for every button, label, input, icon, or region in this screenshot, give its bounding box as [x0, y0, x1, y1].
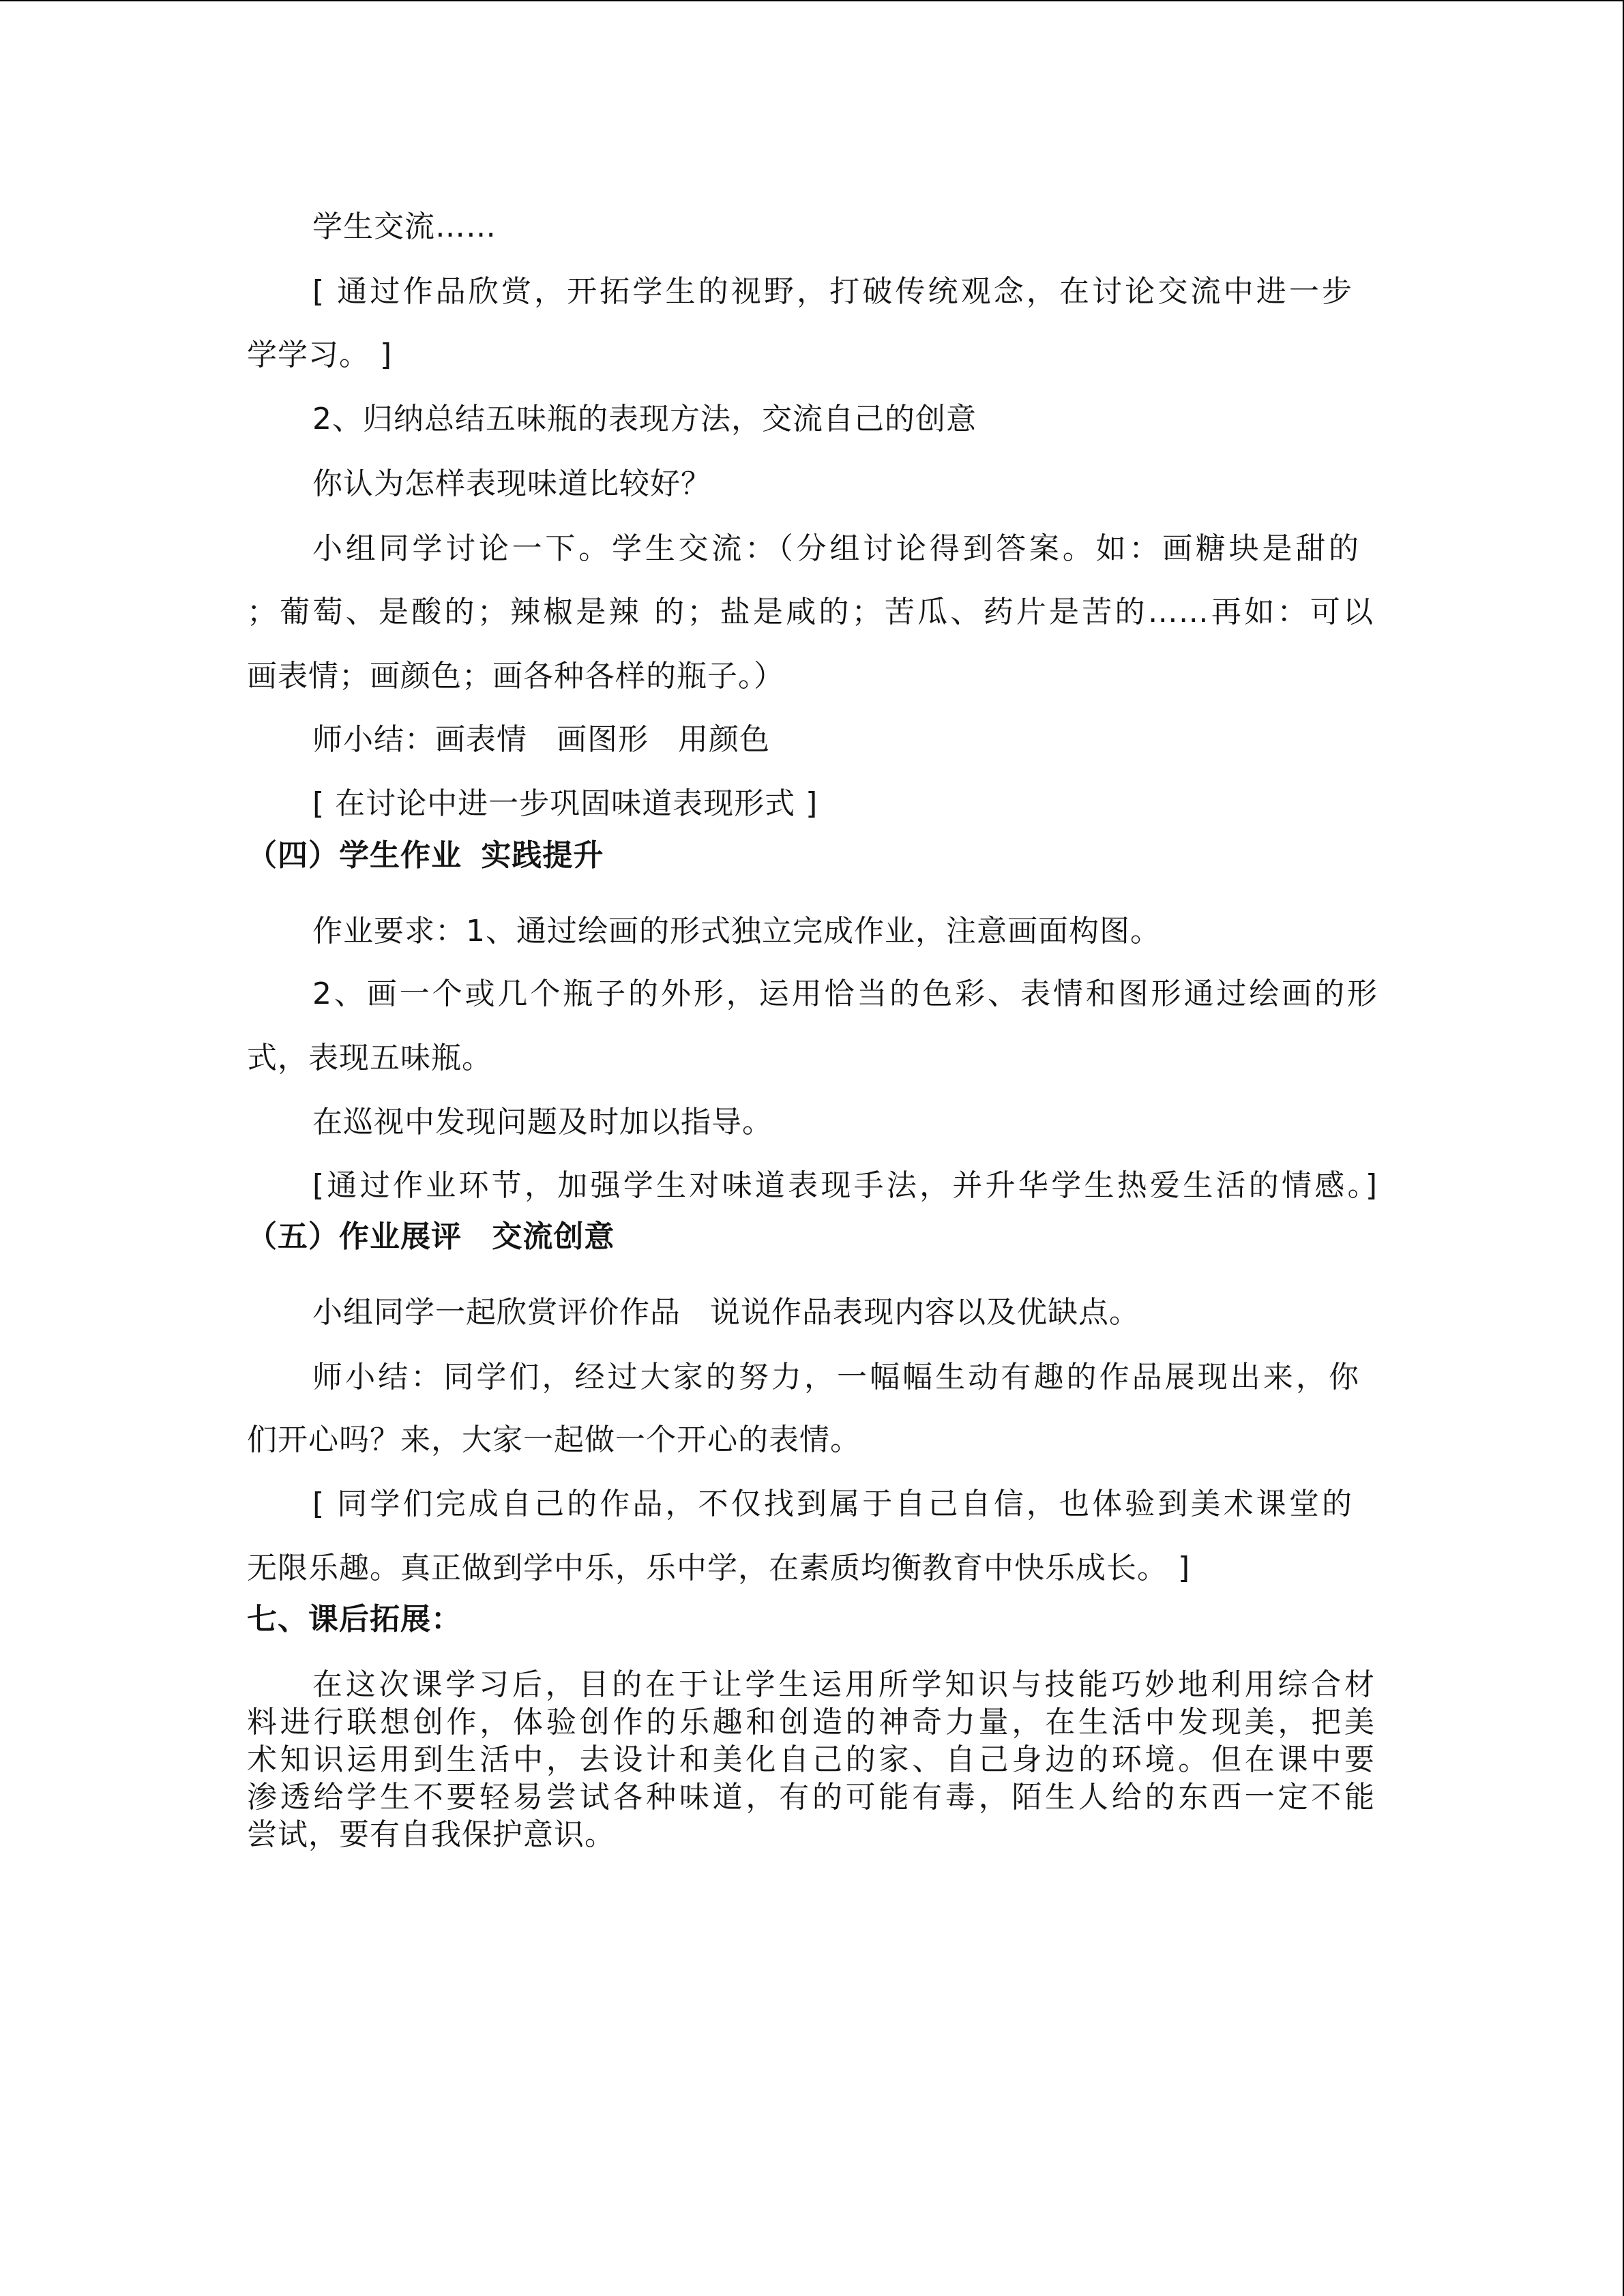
- paragraph-line: 师小结：画表情 画图形 用颜色: [312, 722, 770, 757]
- paragraph-line: [通过作业环节，加强学生对味道表现手法，并升华学生热爱生活的情感。]: [312, 1168, 1378, 1203]
- paragraph-line: 学学习。 ]: [247, 338, 393, 372]
- section-heading: （四）学生作业 实践提升: [247, 838, 604, 873]
- paragraph-line: 你认为怎样表现味道比较好？: [312, 466, 711, 501]
- paragraph-line: 们开心吗？来，大家一起做一个开心的表情。: [247, 1422, 861, 1457]
- paragraph-line: 料进行联想创作，体验创作的乐趣和创造的神奇力量，在生活中发现美，把美: [247, 1705, 1375, 1740]
- paragraph-line: 尝试，要有自我保护意识。: [247, 1817, 615, 1852]
- paragraph-line: [ 同学们完成自己的作品，不仅找到属于自己自信，也体验到美术课堂的: [312, 1487, 1353, 1521]
- paragraph-line: 学生交流……: [312, 209, 497, 244]
- paragraph-line: 无限乐趣。真正做到学中乐，乐中学，在素质均衡教育中快乐成长。 ]: [247, 1551, 1191, 1585]
- section-heading: 七、课后拓展：: [247, 1602, 462, 1637]
- paragraph-line: 2、归纳总结五味瓶的表现方法，交流自己的创意: [312, 402, 977, 436]
- paragraph-line: ；葡萄、是酸的；辣椒是辣 的；盐是咸的；苦瓜、药片是苦的……再如：可以: [247, 595, 1374, 629]
- paragraph-line: [ 通过作品欣赏，开拓学生的视野，打破传统观念，在讨论交流中进一步: [312, 274, 1353, 309]
- paragraph-line: 渗透给学生不要轻易尝试各种味道，有的可能有毒，陌生人给的东西一定不能: [247, 1780, 1375, 1815]
- paragraph-line: 小组同学一起欣赏评价作品 说说作品表现内容以及优缺点。: [312, 1295, 1140, 1330]
- paragraph-line: 术知识运用到生活中，去设计和美化自己的家、自己身边的环境。但在课中要: [247, 1742, 1375, 1777]
- paragraph-line: 在这次课学习后，目的在于让学生运用所学知识与技能巧妙地利用综合材: [312, 1667, 1375, 1702]
- paragraph-line: [ 在讨论中进一步巩固味道表现形式 ]: [312, 786, 818, 821]
- paragraph-line: 画表情；画颜色；画各种各样的瓶子。）: [247, 659, 784, 694]
- section-heading: （五）作业展评 交流创意: [247, 1219, 615, 1254]
- paragraph-line: 作业要求：1、通过绘画的形式独立完成作业，注意画面构图。: [312, 914, 1161, 949]
- paragraph-line: 2、画一个或几个瓶子的外形，运用恰当的色彩、表情和图形通过绘画的形: [312, 976, 1378, 1011]
- paragraph-line: 师小结：同学们，经过大家的努力，一幅幅生动有趣的作品展现出来，你: [312, 1360, 1359, 1395]
- paragraph-line: 小组同学讨论一下。学生交流：（分组讨论得到答案。如：画糖块是甜的: [312, 531, 1359, 566]
- paragraph-line: 在巡视中发现问题及时加以指导。: [312, 1105, 773, 1139]
- paragraph-line: 式，表现五味瓶。: [247, 1041, 492, 1075]
